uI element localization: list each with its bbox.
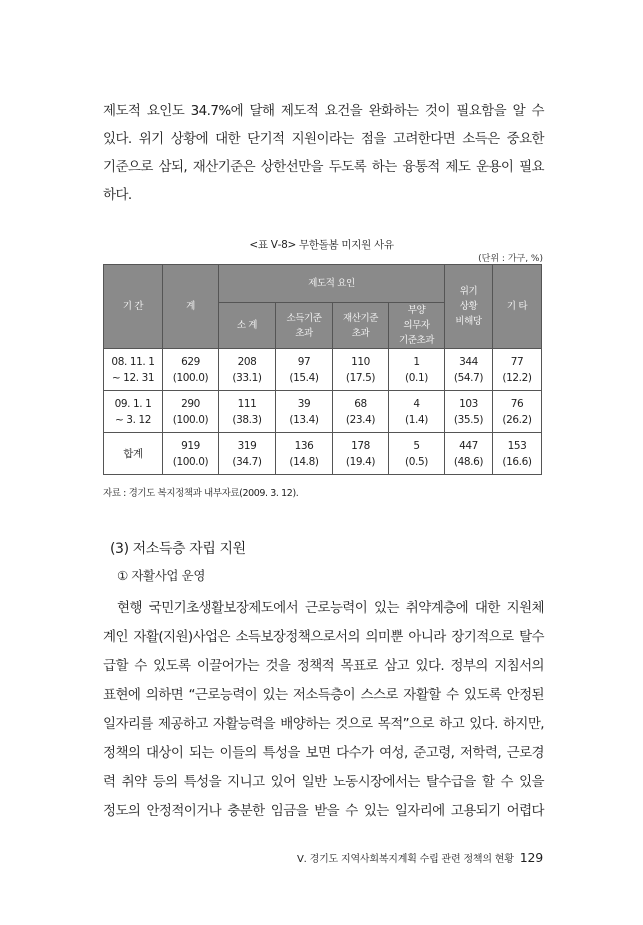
- data-cell: 97 (15.4): [276, 349, 333, 391]
- data-cell: 76 (26.2): [493, 391, 542, 433]
- data-cell: 77 (12.2): [493, 349, 542, 391]
- period-cell: 09. 1. 1 ~ 3. 12: [104, 391, 163, 433]
- data-cell: 1 (0.1): [389, 349, 445, 391]
- header-subtotal: 소 계: [219, 303, 276, 349]
- data-cell: 68 (23.4): [333, 391, 389, 433]
- period-cell: 08. 11. 1 ~ 12. 31: [104, 349, 163, 391]
- subsection-title: ① 자활사업 운영: [117, 568, 206, 583]
- header-not-crisis: 위기 상황 비해당: [445, 265, 493, 349]
- data-cell: 39 (13.4): [276, 391, 333, 433]
- header-institutional: 제도적 요인: [219, 265, 445, 303]
- footer-chapter: Ⅴ. 경기도 지역사회복지계획 수립 관련 정책의 현황: [297, 854, 514, 865]
- header-total: 계: [163, 265, 219, 349]
- data-cell: 110 (17.5): [333, 349, 389, 391]
- data-cell: 5 (0.5): [389, 433, 445, 475]
- header-support-over: 부양 의무자 기준초과: [389, 303, 445, 349]
- table-caption: <표 Ⅴ-8> 무한돌봄 미지원 사유: [249, 239, 394, 251]
- data-cell: 629 (100.0): [163, 349, 219, 391]
- data-cell: 344 (54.7): [445, 349, 493, 391]
- data-cell: 290 (100.0): [163, 391, 219, 433]
- page-number: 129: [519, 850, 543, 865]
- page-footer: [297, 850, 543, 865]
- intro-line-3: 기준으로 삼되, 재산기준은 상한선만을 두도록 하는 융통적 제도 운용이 필요: [103, 159, 544, 175]
- body-line-5: 일자리를 제공하고 자활능력을 배양하는 것으로 목적”으로 하고 있다. 하지만,: [103, 716, 544, 732]
- section-title: (3) 저소득층 자립 지원: [110, 541, 246, 557]
- header-period: 기 간: [104, 265, 163, 349]
- body-line-6: 정책의 대상이 되는 이들의 특성을 보면 다수가 여성, 준고령, 저학력, 근로경: [103, 745, 544, 761]
- header-other: 기 타: [493, 265, 542, 349]
- data-cell: 208 (33.1): [219, 349, 276, 391]
- period-cell: 합계: [104, 433, 163, 475]
- body-line-4: 표현에 의하면 “근로능력이 있는 저소득층이 스스로 자활할 수 있도록 안정된: [103, 687, 544, 703]
- data-cell: 4 (1.4): [389, 391, 445, 433]
- header-income-over: 소득기준 초과: [276, 303, 333, 349]
- intro-line-1: 제도적 요인도 34.7%에 달해 제도적 요건을 완화하는 것이 필요함을 알 수: [103, 103, 544, 119]
- table-row: [104, 349, 542, 391]
- table-row: [104, 391, 542, 433]
- data-cell: 319 (34.7): [219, 433, 276, 475]
- table-unit: (단위 : 가구, %): [478, 254, 543, 264]
- data-cell: 103 (35.5): [445, 391, 493, 433]
- intro-line-2: 있다. 위기 상황에 대한 단기적 지원이라는 점을 고려한다면 소득은 중요한: [103, 131, 544, 147]
- table-source: 자료 : 경기도 복지정책과 내부자료(2009. 3. 12).: [103, 488, 299, 499]
- data-cell: 919 (100.0): [163, 433, 219, 475]
- refusal-reasons-table: [103, 264, 542, 475]
- header-property-over: 재산기준 초과: [333, 303, 389, 349]
- intro-line-4: 하다.: [103, 187, 132, 203]
- data-cell: 447 (48.6): [445, 433, 493, 475]
- body-line-1: 현행 국민기초생활보장제도에서 근로능력이 있는 취약계층에 대한 지원체: [117, 600, 544, 616]
- data-cell: 136 (14.8): [276, 433, 333, 475]
- body-line-3: 급할 수 있도록 이끌어가는 것을 정책적 목표로 삼고 있다. 정부의 지침서의: [103, 658, 544, 674]
- data-cell: 153 (16.6): [493, 433, 542, 475]
- body-line-7: 력 취약 등의 특성을 지니고 있어 일반 노동시장에서는 탈수급을 할 수 있을: [103, 774, 544, 790]
- data-cell: 111 (38.3): [219, 391, 276, 433]
- table-row: [104, 433, 542, 475]
- body-line-8: 정도의 안정적이거나 충분한 임금을 받을 수 있는 일자리에 고용되기 어렵다: [103, 803, 544, 819]
- data-cell: 178 (19.4): [333, 433, 389, 475]
- body-line-2: 계인 자활(지원)사업은 소득보장정책으로서의 의미뿐 아니라 장기적으로 탈수: [103, 629, 544, 645]
